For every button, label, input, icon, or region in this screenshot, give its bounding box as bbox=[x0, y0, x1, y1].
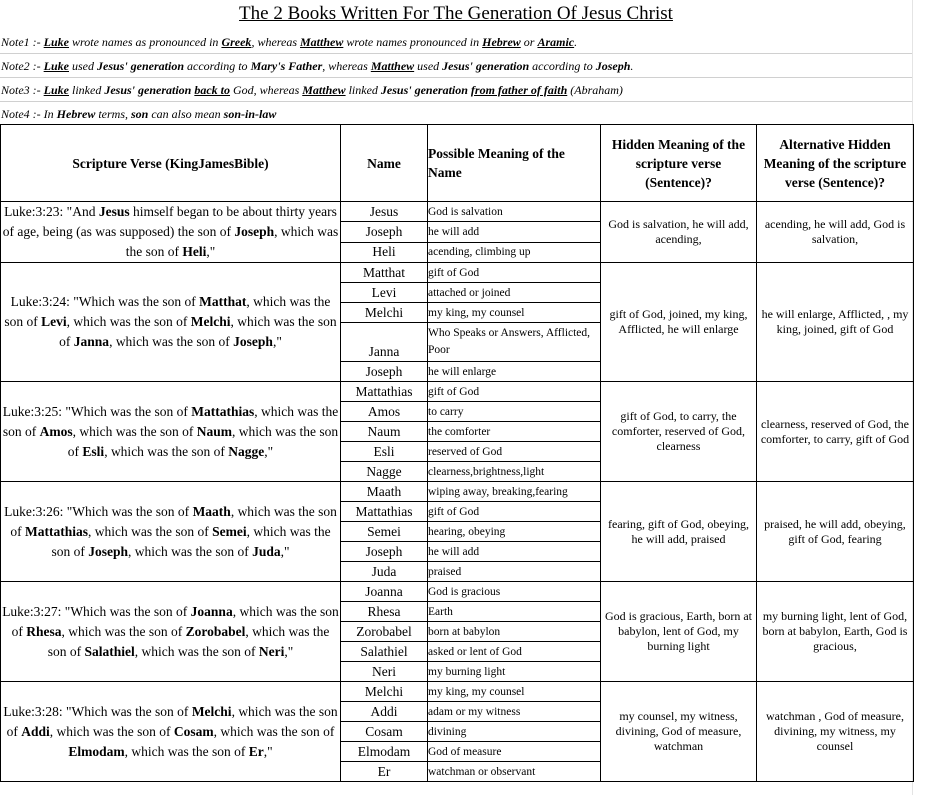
meaning-cell: my king, my counsel bbox=[428, 682, 601, 702]
note-1: Note1 :- Luke wrote names as pronounced in Greek, whereas Matthew wrote names pronounced in Hebrew or Aramic. bbox=[0, 30, 912, 54]
table-row bbox=[1, 682, 914, 702]
name-cell: Esli bbox=[341, 442, 428, 462]
scripture-verse: Luke:3:24: "Which was the son of Matthat, which was the son of Levi, which was the son of Melchi, which was the son of Janna, which was the son of Joseph," bbox=[1, 263, 341, 382]
alternative-hidden-meaning: he will enlarge, Afflicted, , my king, joined, gift of God bbox=[757, 263, 914, 382]
name-cell: Joseph bbox=[341, 542, 428, 562]
hidden-meaning: gift of God, to carry, the comforter, reserved of God, clearness bbox=[601, 382, 757, 482]
meaning-cell: asked or lent of God bbox=[428, 642, 601, 662]
scripture-verse: Luke:3:27: "Which was the son of Joanna, which was the son of Rhesa, which was the son of Zorobabel, which was the son of Salathiel, which was the son of Neri," bbox=[1, 582, 341, 682]
scripture-verse: Luke:3:25: "Which was the son of Mattathias, which was the son of Amos, which was the son of Naum, which was the son of Esli, which was the son of Nagge," bbox=[1, 382, 341, 482]
meaning-cell: reserved of God bbox=[428, 442, 601, 462]
meaning-cell: my burning light bbox=[428, 662, 601, 682]
meaning-cell: acending, climbing up bbox=[428, 242, 601, 262]
name-cell: Amos bbox=[341, 402, 428, 422]
scripture-verse: Luke:3:28: "Which was the son of Melchi, which was the son of Addi, which was the son of Cosam, which was the son of Elmodam, which was the son of Er," bbox=[1, 682, 341, 782]
name-cell: Janna bbox=[341, 323, 428, 362]
meaning-cell: adam or my witness bbox=[428, 702, 601, 722]
name-cell: Heli bbox=[341, 242, 428, 262]
meaning-cell: my king, my counsel bbox=[428, 303, 601, 323]
header-verse: Scripture Verse (KingJamesBible) bbox=[1, 125, 341, 202]
name-cell: Elmodam bbox=[341, 742, 428, 762]
name-cell: Cosam bbox=[341, 722, 428, 742]
note-3: Note3 :- Luke linked Jesus' generation back to God, whereas Matthew linked Jesus' generation from father of faith (Abraham) bbox=[0, 78, 912, 102]
meaning-cell: he will add bbox=[428, 542, 601, 562]
hidden-meaning: God is gracious, Earth, born at babylon, lent of God, my burning light bbox=[601, 582, 757, 682]
name-cell: Levi bbox=[341, 283, 428, 303]
name-cell: Naum bbox=[341, 422, 428, 442]
alternative-hidden-meaning: clearness, reserved of God, the comforter, to carry, gift of God bbox=[757, 382, 914, 482]
header-name: Name bbox=[341, 125, 428, 202]
header-alt: Alternative Hidden Meaning of the scripture verse (Sentence)? bbox=[757, 125, 914, 202]
meaning-cell: God is gracious bbox=[428, 582, 601, 602]
name-cell: Nagge bbox=[341, 462, 428, 482]
name-cell: Melchi bbox=[341, 303, 428, 323]
name-cell: Matthat bbox=[341, 263, 428, 283]
note-2: Note2 :- Luke used Jesus' generation according to Mary's Father, whereas Matthew used Jesus' generation according to Joseph. bbox=[0, 54, 912, 78]
alternative-hidden-meaning: praised, he will add, obeying, gift of God, fearing bbox=[757, 482, 914, 582]
meaning-cell: clearness,brightness,light bbox=[428, 462, 601, 482]
meaning-cell: born at babylon bbox=[428, 622, 601, 642]
meaning-cell: gift of God bbox=[428, 382, 601, 402]
name-cell: Jesus bbox=[341, 202, 428, 222]
meaning-cell: attached or joined bbox=[428, 283, 601, 303]
alternative-hidden-meaning: watchman , God of measure, divining, my witness, my counsel bbox=[757, 682, 914, 782]
name-cell: Joseph bbox=[341, 222, 428, 242]
meaning-cell: divining bbox=[428, 722, 601, 742]
table-row bbox=[1, 202, 914, 222]
name-cell: Melchi bbox=[341, 682, 428, 702]
meaning-cell: God of measure bbox=[428, 742, 601, 762]
meaning-cell: watchman or observant bbox=[428, 762, 601, 782]
table-row bbox=[1, 482, 914, 502]
header-meaning: Possible Meaning of the Name bbox=[428, 125, 601, 202]
name-cell: Juda bbox=[341, 562, 428, 582]
table-row bbox=[1, 582, 914, 602]
name-cell: Mattathias bbox=[341, 502, 428, 522]
meaning-cell: he will enlarge bbox=[428, 362, 601, 382]
meaning-cell: Earth bbox=[428, 602, 601, 622]
name-cell: Er bbox=[341, 762, 428, 782]
meaning-cell: Who Speaks or Answers, Afflicted, Poor bbox=[428, 323, 601, 362]
table-row bbox=[1, 382, 914, 402]
hidden-meaning: gift of God, joined, my king, Afflicted, he will enlarge bbox=[601, 263, 757, 382]
name-cell: Neri bbox=[341, 662, 428, 682]
name-cell: Salathiel bbox=[341, 642, 428, 662]
name-cell: Joanna bbox=[341, 582, 428, 602]
header-hidden: Hidden Meaning of the scripture verse (Sentence)? bbox=[601, 125, 757, 202]
meaning-cell: gift of God bbox=[428, 502, 601, 522]
meaning-cell: praised bbox=[428, 562, 601, 582]
scripture-verse: Luke:3:23: "And Jesus himself began to be about thirty years of age, being (as was supposed) the son of Joseph, which was the son of Heli," bbox=[1, 202, 341, 263]
hidden-meaning: God is salvation, he will add, acending, bbox=[601, 202, 757, 263]
name-cell: Semei bbox=[341, 522, 428, 542]
note-4: Note4 :- In Hebrew terms, son can also mean son-in-law bbox=[1, 107, 277, 121]
meaning-cell: he will add bbox=[428, 222, 601, 242]
name-cell: Mattathias bbox=[341, 382, 428, 402]
name-cell: Maath bbox=[341, 482, 428, 502]
meaning-cell: hearing, obeying bbox=[428, 522, 601, 542]
hidden-meaning: my counsel, my witness, divining, God of measure, watchman bbox=[601, 682, 757, 782]
genealogy-table bbox=[0, 124, 914, 782]
header-row bbox=[1, 125, 914, 202]
alternative-hidden-meaning: acending, he will add, God is salvation, bbox=[757, 202, 914, 263]
name-cell: Rhesa bbox=[341, 602, 428, 622]
alternative-hidden-meaning: my burning light, lent of God, born at babylon, Earth, God is gracious, bbox=[757, 582, 914, 682]
meaning-cell: the comforter bbox=[428, 422, 601, 442]
name-cell: Addi bbox=[341, 702, 428, 722]
hidden-meaning: fearing, gift of God, obeying, he will add, praised bbox=[601, 482, 757, 582]
name-cell: Joseph bbox=[341, 362, 428, 382]
table-row bbox=[1, 263, 914, 283]
scripture-verse: Luke:3:26: "Which was the son of Maath, which was the son of Mattathias, which was the son of Semei, which was the son of Joseph, which was the son of Juda," bbox=[1, 482, 341, 582]
meaning-cell: gift of God bbox=[428, 263, 601, 283]
meaning-cell: to carry bbox=[428, 402, 601, 422]
viewport-edge bbox=[0, 795, 926, 808]
meaning-cell: God is salvation bbox=[428, 202, 601, 222]
name-cell: Zorobabel bbox=[341, 622, 428, 642]
page-title: The 2 Books Written For The Generation Of Jesus Christ bbox=[239, 3, 673, 24]
meaning-cell: wiping away, breaking,fearing bbox=[428, 482, 601, 502]
